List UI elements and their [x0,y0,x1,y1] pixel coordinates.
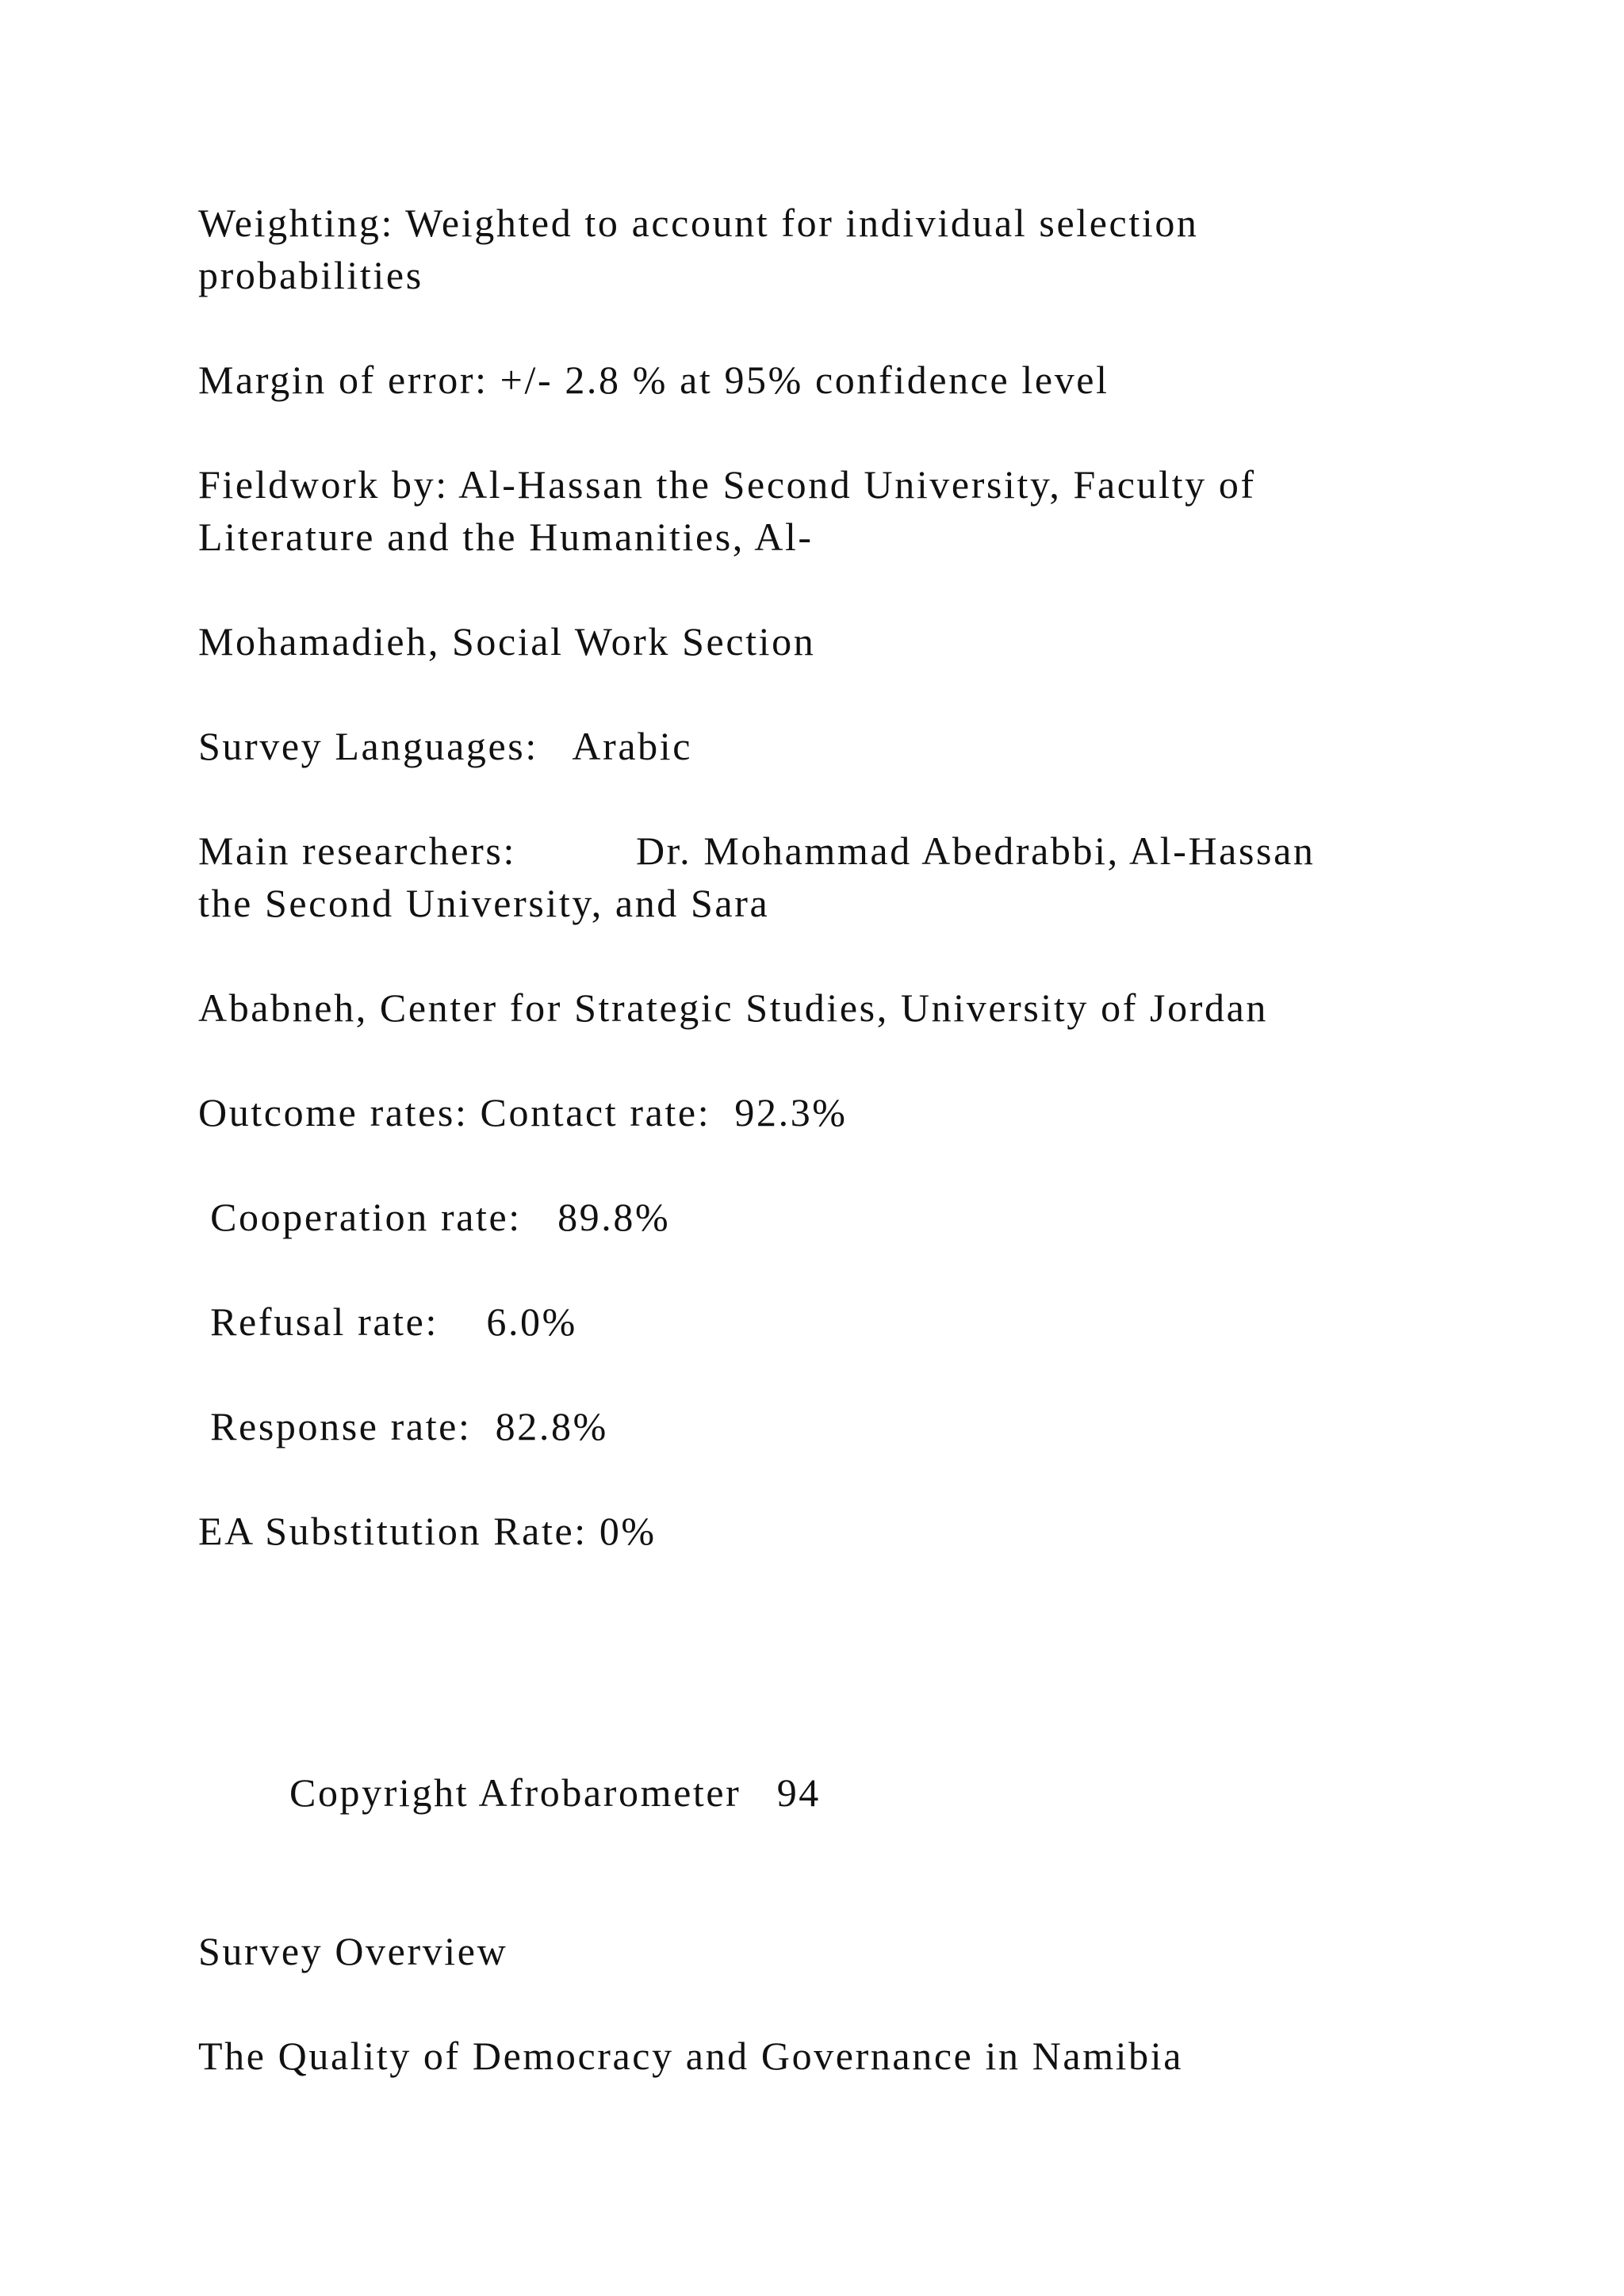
section-title: The Quality of Democracy and Governance in Namibia [198,2034,1184,2078]
cooperation-rate-text: Cooperation rate: 89.8% [198,1195,671,1239]
weighting-text: Weighting: Weighted to account for individual selection probabilities [198,201,1199,297]
response-rate-text: Response rate: 82.8% [198,1404,608,1448]
refusal-rate-text: Refusal rate: 6.0% [198,1299,577,1344]
copyright-footer: Copyright Afrobarometer 94 [289,1770,821,1815]
fieldwork-text: Fieldwork by: Al-Hassan the Second University, Faculty of Literature and the Humanities, Al- [198,462,1256,559]
main-researchers-continuation-text: Ababneh, Center for Strategic Studies, University of Jordan [198,985,1268,1030]
ea-substitution-rate-text: EA Substitution Rate: 0% [198,1509,657,1553]
outcome-contact-rate-text: Outcome rates: Contact rate: 92.3% [198,1090,848,1135]
survey-languages-text: Survey Languages: Arabic [198,724,692,768]
section-heading: Survey Overview [198,1929,508,1973]
margin-of-error-text: Margin of error: +/- 2.8 % at 95% confidence level [198,358,1109,402]
fieldwork-continuation-text: Mohamadieh, Social Work Section [198,619,816,664]
main-researchers-text: Main researchers: Dr. Mohammad Abedrabbi, Al-Hassan the Second University, and Sara [198,828,1316,925]
